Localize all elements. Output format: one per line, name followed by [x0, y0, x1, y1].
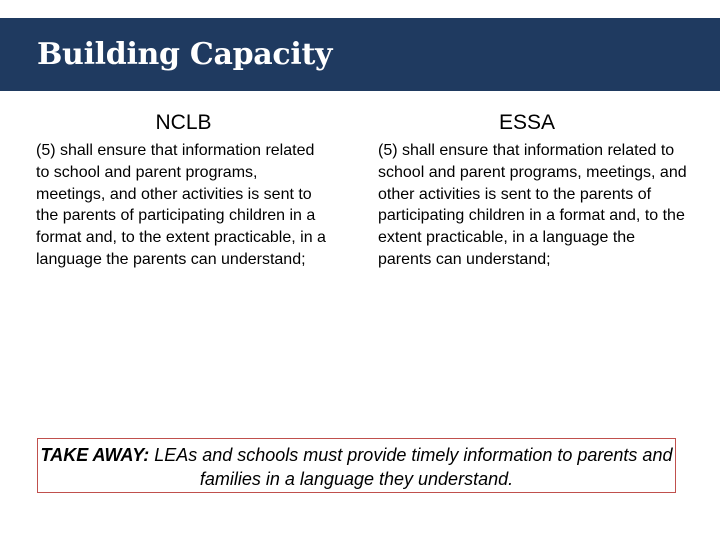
- takeaway-label: TAKE AWAY:: [40, 445, 150, 465]
- essa-heading: ESSA: [498, 111, 556, 134]
- nclb-heading: NCLB: [155, 111, 212, 134]
- takeaway-box: [37, 438, 676, 493]
- nclb-text: (5) shall ensure that information related to school and parent programs, meetings, and other activities is sent to the parents of participating children in a format and, to the extent practicable, in a language the parents can understand;: [36, 142, 326, 268]
- slide-title: Building Capacity: [37, 37, 333, 72]
- takeaway-text: LEAs and schools must provide timely information to parents and families in a language they understand.: [149, 445, 673, 489]
- essa-text: (5) shall ensure that information related to school and parent programs, meetings, and other activities is sent to the parents of participating children in a format and, to the extent practicable, in a language the parents can understand;: [378, 142, 687, 268]
